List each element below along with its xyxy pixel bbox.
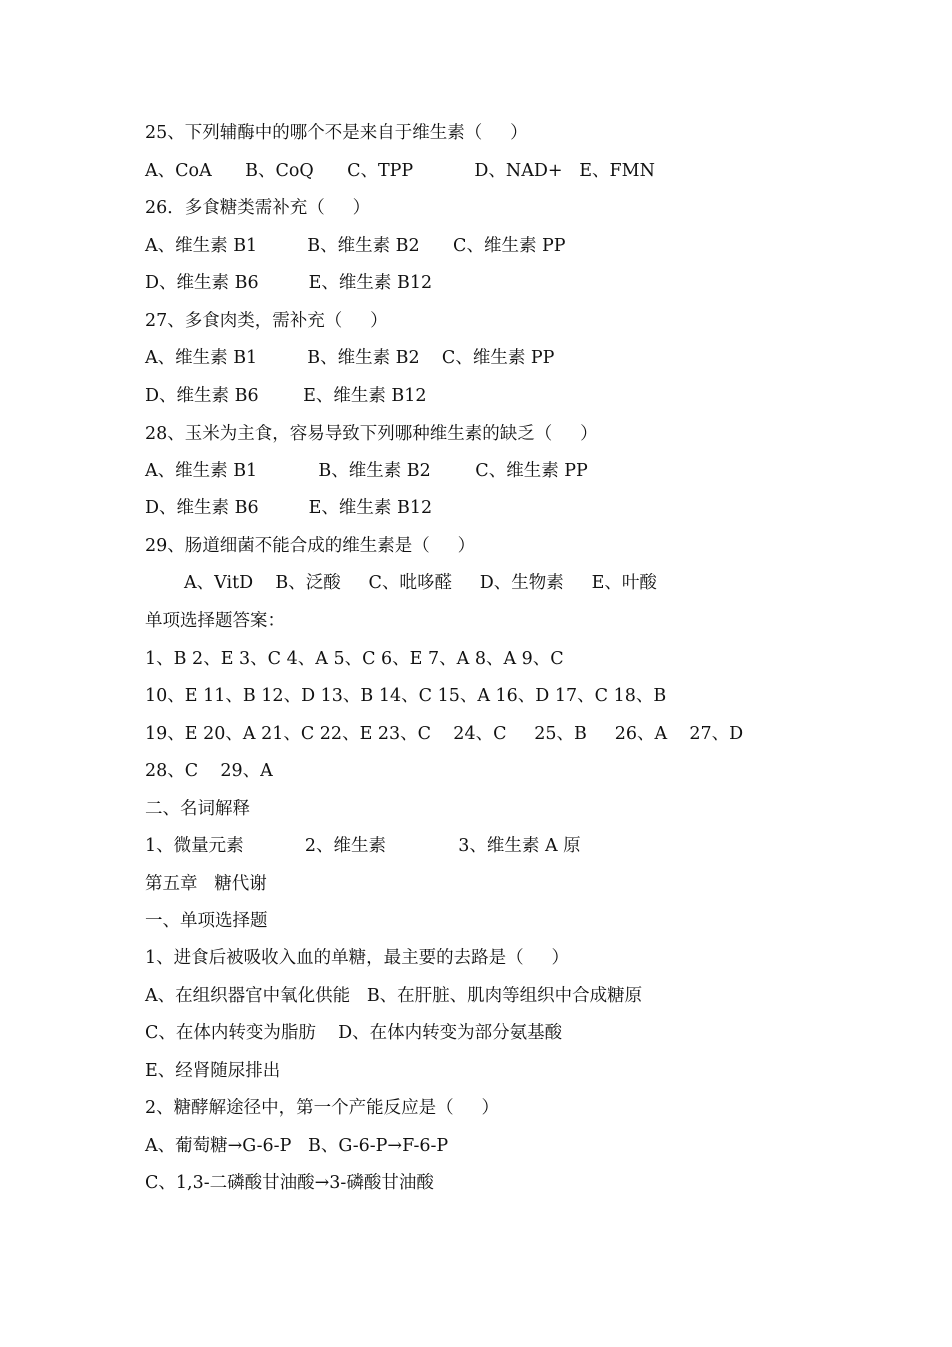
question-26-options-row-1: A、维生素 B1 B、维生素 B2 C、维生素 PP (145, 236, 566, 256)
answers-row-3: 19、E 20、A 21、C 22、E 23、C 24、C 25、B 26、A 27、D (145, 724, 744, 744)
section-heading-terms: 二、名词解释 (145, 799, 250, 819)
chapter5-question-2: 2、糖酵解途径中，第一个产能反应是（ ） (145, 1098, 499, 1118)
question-29: 29、肠道细菌不能合成的维生素是（ ） (145, 536, 476, 556)
question-25: 25、下列辅酶中的哪个不是来自于维生素（ ） (145, 123, 528, 143)
answers-row-4: 28、C 29、A (145, 761, 273, 781)
question-29-options: A、VitD B、泛酸 C、吡哆醛 D、生物素 E、叶酸 (184, 573, 657, 593)
question-26: 26．多食糖类需补充（ ） (145, 198, 371, 218)
chapter5-question-2-options-row-2: C、1,3-二磷酸甘油酸→3-磷酸甘油酸 (145, 1173, 434, 1193)
answers-row-1: 1、B 2、E 3、C 4、A 5、C 6、E 7、A 8、A 9、C (145, 649, 564, 669)
question-27: 27、多食肉类，需补充（ ） (145, 311, 388, 331)
question-26-options-row-2: D、维生素 B6 E、维生素 B12 (145, 273, 433, 293)
chapter5-question-1: 1、进食后被吸收入血的单糖，最主要的去路是（ ） (145, 948, 569, 968)
question-28-options-row-1: A、维生素 B1 B、维生素 B2 C、维生素 PP (145, 461, 588, 481)
chapter5-question-1-options-row-1: A、在组织器官中氧化供能 B、在肝脏、肌肉等组织中合成糖原 (145, 986, 643, 1006)
question-28: 28、玉米为主食，容易导致下列哪种维生素的缺乏（ ） (145, 424, 598, 444)
chapter5-question-1-options-row-3: E、经肾随尿排出 (145, 1061, 281, 1081)
question-27-options-row-2: D、维生素 B6 E、维生素 B12 (145, 386, 427, 406)
question-25-options: A、CoA B、CoQ C、TPP D、NAD+ E、FMN (145, 161, 655, 181)
question-27-options-row-1: A、维生素 B1 B、维生素 B2 C、维生素 PP (145, 348, 555, 368)
chapter5-question-1-options-row-2: C、在体内转变为脂肪 D、在体内转变为部分氨基酸 (145, 1023, 563, 1043)
question-28-options-row-2: D、维生素 B6 E、维生素 B12 (145, 498, 433, 518)
answers-row-2: 10、E 11、B 12、D 13、B 14、C 15、A 16、D 17、C 18、B (145, 686, 667, 706)
chapter5-question-2-options-row-1: A、葡萄糖→G-6-P B、G-6-P→F-6-P (145, 1136, 449, 1156)
terms-list: 1、微量元素 2、维生素 3、维生素 A 原 (145, 836, 581, 856)
answers-heading: 单项选择题答案： (145, 611, 285, 631)
section-heading-single-choice: 一、单项选择题 (145, 911, 268, 931)
chapter-heading: 第五章 糖代谢 (145, 874, 267, 894)
